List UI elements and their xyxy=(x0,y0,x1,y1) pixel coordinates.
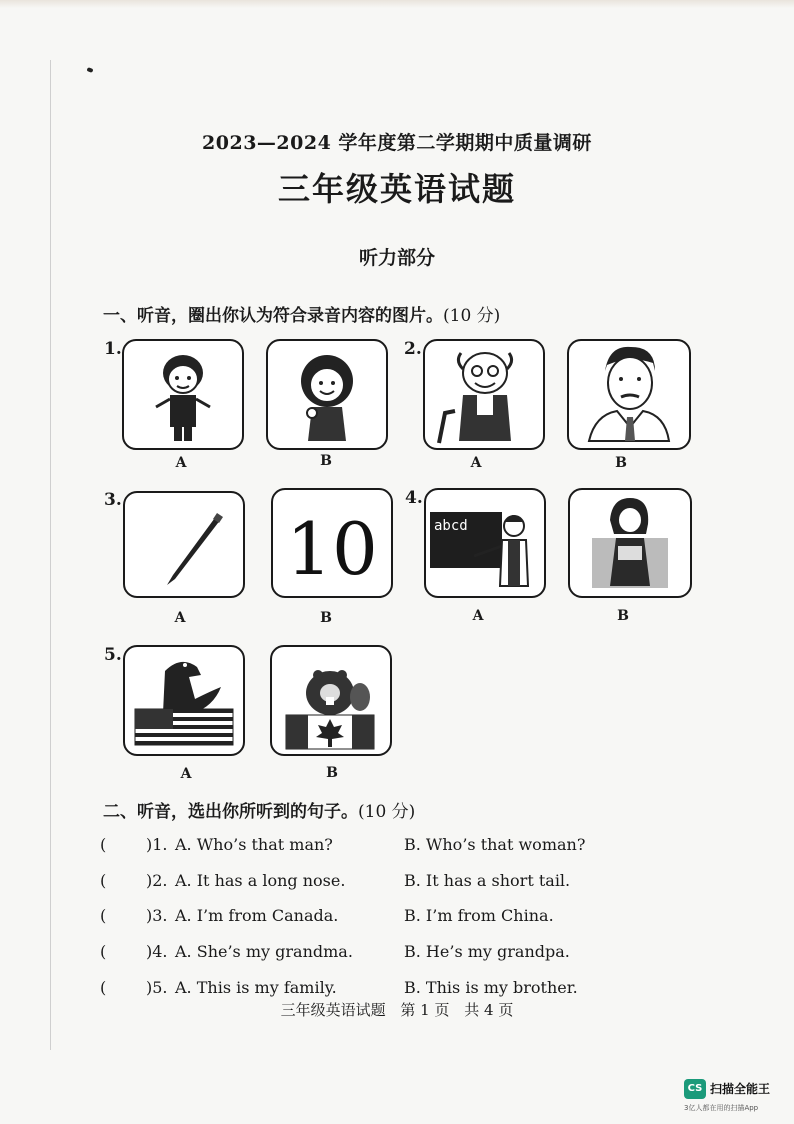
option-b-text: B. It has a short tail. xyxy=(404,871,571,890)
option-a-text: A. Who’s that man? xyxy=(175,835,333,854)
part2-heading-text: 二、听音，选出你所听到的句子。 xyxy=(103,802,358,822)
item-5-option-a-picture[interactable] xyxy=(123,645,245,756)
part1-points: (10 分) xyxy=(443,306,501,326)
item-3-number: 3. xyxy=(104,490,122,510)
item-2-option-a-label: A xyxy=(470,455,482,471)
item-5-option-b-label: B xyxy=(326,765,338,781)
item-4-number: 4. xyxy=(405,488,423,508)
number-ten-text: 10 xyxy=(286,507,378,591)
question-row xyxy=(100,871,700,895)
scan-edge xyxy=(0,0,794,8)
item-1-option-b-picture[interactable] xyxy=(266,339,388,450)
man-icon xyxy=(569,341,689,448)
option-a-text: A. It has a long nose. xyxy=(175,871,346,890)
answer-blank-open[interactable]: ( xyxy=(100,871,107,890)
option-a-text: A. She’s my grandma. xyxy=(175,942,353,961)
question-number: )3. xyxy=(146,906,168,925)
item-3-option-b-label: B xyxy=(320,610,332,626)
question-row xyxy=(100,906,700,930)
answer-blank-open[interactable]: ( xyxy=(100,942,107,961)
option-b-text: B. Who’s that woman? xyxy=(404,835,586,854)
answer-blank-open[interactable]: ( xyxy=(100,978,107,997)
part2-heading xyxy=(103,797,415,822)
answer-blank-open[interactable]: ( xyxy=(100,835,107,854)
item-3-option-a-label: A xyxy=(174,610,186,626)
exam-title: 2023—2024 学年度第二学期期中质量调研 xyxy=(202,132,592,154)
item-1-number: 1. xyxy=(104,339,122,359)
question-number: )4. xyxy=(146,942,168,961)
option-b-text: B. I’m from China. xyxy=(404,906,554,925)
item-5-number: 5. xyxy=(104,645,122,665)
item-4-option-b-picture[interactable] xyxy=(568,488,692,598)
grandpa-icon xyxy=(425,341,543,448)
item-4-option-a-label: A xyxy=(472,608,484,624)
question-number: )1. xyxy=(146,835,168,854)
page-footer xyxy=(0,999,794,1020)
item-4-option-b-label: B xyxy=(617,608,629,624)
item-4-option-a-picture[interactable] xyxy=(424,488,546,598)
option-a-text: A. This is my family. xyxy=(175,978,337,997)
item-2-number: 2. xyxy=(404,339,422,359)
section-heading: 听力部分 xyxy=(358,247,435,269)
pen-icon xyxy=(125,493,243,596)
boy-icon xyxy=(124,341,242,448)
scan-speck xyxy=(86,67,93,73)
option-b-text: B. This is my brother. xyxy=(404,978,578,997)
option-b-text: B. He’s my grandpa. xyxy=(404,942,570,961)
footer-page-number: 第 1 页 xyxy=(400,1001,450,1019)
answer-blank-open[interactable]: ( xyxy=(100,906,107,925)
item-1-option-b-label: B xyxy=(320,453,332,469)
canada-beaver-icon xyxy=(272,647,390,754)
part1-heading-text: 一、听音，圈出你认为符合录音内容的图片。 xyxy=(103,306,443,326)
usa-eagle-icon xyxy=(125,647,243,754)
item-2-option-b-picture[interactable] xyxy=(567,339,691,450)
exam-subtitle: 三年级英语试题 xyxy=(277,170,516,208)
blackboard-text: abcd xyxy=(434,518,468,534)
option-a-text: A. I’m from Canada. xyxy=(175,906,339,925)
item-2-option-a-picture[interactable] xyxy=(423,339,545,450)
footer-title: 三年级英语试题 xyxy=(280,1001,386,1019)
part2-points: (10 分) xyxy=(358,802,416,822)
girl-icon xyxy=(268,341,386,448)
item-5-option-b-picture[interactable] xyxy=(270,645,392,756)
watermark-name: 扫描全能王 xyxy=(710,1082,771,1096)
item-5-option-a-label: A xyxy=(180,766,192,782)
part1-heading xyxy=(103,301,500,326)
camscanner-logo-icon: CS xyxy=(684,1079,706,1099)
student-icon xyxy=(570,490,690,596)
item-3-option-a-picture[interactable] xyxy=(123,491,245,598)
question-row xyxy=(100,942,700,966)
footer-page-total: 共 4 页 xyxy=(464,1001,514,1019)
teacher-icon xyxy=(426,490,544,596)
item-3-option-b-picture[interactable] xyxy=(271,488,393,598)
item-2-option-b-label: B xyxy=(615,455,627,471)
question-number: )5. xyxy=(146,978,168,997)
item-1-option-a-picture[interactable] xyxy=(122,339,244,450)
watermark-tagline: 3亿人都在用的扫描App xyxy=(684,1104,759,1112)
number-ten-icon xyxy=(273,490,391,596)
question-row xyxy=(100,835,700,859)
item-1-option-a-label: A xyxy=(175,455,187,471)
question-number: )2. xyxy=(146,871,168,890)
